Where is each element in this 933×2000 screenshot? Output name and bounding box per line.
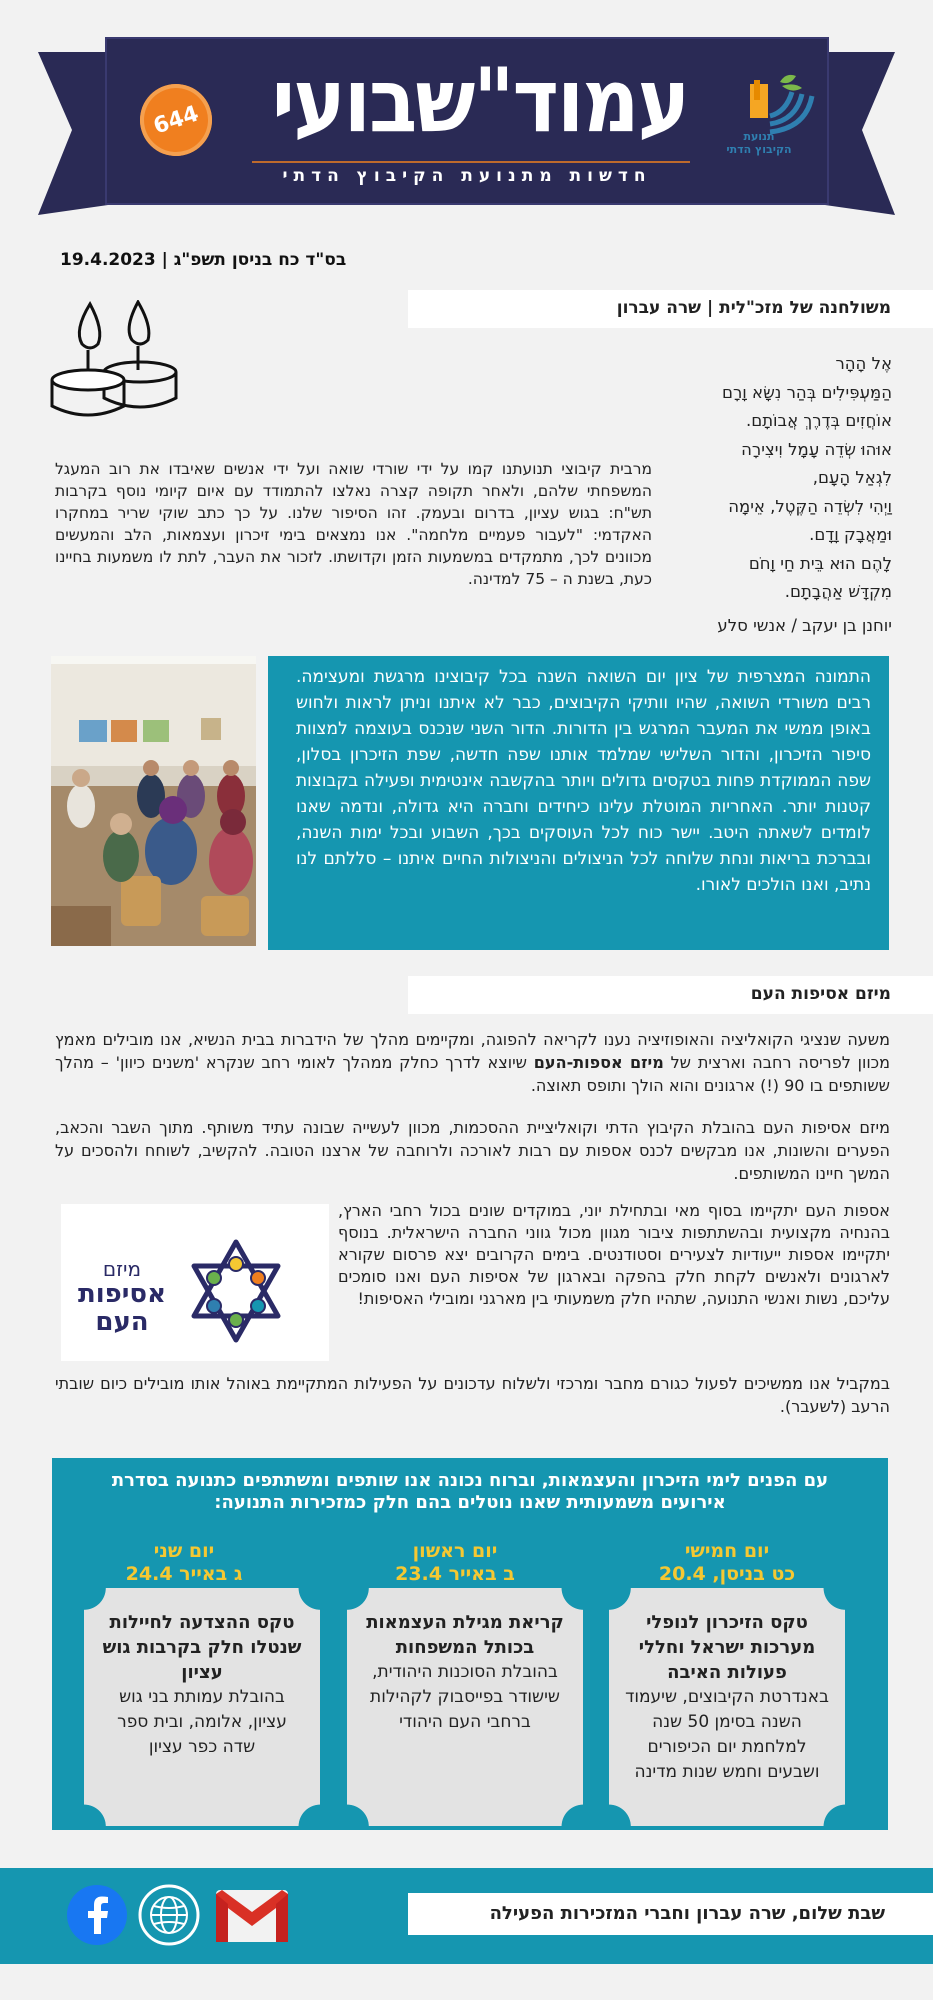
section-heading: משולחנה של מזכ"לית | שרה עברון — [616, 298, 891, 318]
globe-icon[interactable] — [138, 1884, 200, 1946]
gmail-icon[interactable] — [212, 1884, 292, 1946]
footer-signoff-bar — [408, 1893, 933, 1935]
issue-number-badge: 644 — [131, 75, 222, 166]
section-heading: מיזם אסיפות העם — [750, 984, 891, 1004]
assemblies-paragraph: במקביל אנו ממשיכים לפעול כגורם מחבר ומרכזי ולשלוח עדכונים על הפעילות המתקיימת באוהל אותו מובילים כיום שובתי הרעב (לשעבר). — [55, 1374, 890, 1416]
assemblies-paragraph — [55, 1028, 890, 1097]
holocaust-day-gathering-photo — [51, 656, 256, 946]
events-title: עם הפנים לימי הזיכרון והעצמאות, וברוח נכונה אנו שותפים ומשתתפים כתנועה בסדרת אירועים משמעותית שאנו נוטלים בהם חלק כמזכירות התנועה: — [111, 1470, 829, 1513]
logo-line: אסיפות — [77, 1279, 167, 1309]
event-day-name: יום חמישי — [684, 1540, 770, 1562]
para-text: משעה שנציגי הקואליציה והאופוזיציה נענו לקריאה להפוגה, ומקיימים מהלך של הידברות בבית הנשיא, אנו מובילים מאמץ מכוון לפריסה רחבה וארצית של — [55, 1030, 891, 1072]
assemblies-paragraph: אספות העם יתקיימו בסוף מאי ובתחילת יוני, במוקדים שונים בכול רחבי הארץ, בהנחיה מקצועית ובהשתתפות ציבור מגוון מכול גווני החברה הישראלית. בנוסף יתקיימו אספות ייעודיות לצעירים וסטודנטים. בימים הקרובים יצא פרסום שקורא לארגונים ולאנשים לקחת חלק בהפקה ובארגון של אסיפות העם ואנו סומכים עליכם, נשות ואנשי התנועה, שתהיו חלק משמעותי בין מארגני ומובילי האסיפות! — [338, 1201, 890, 1308]
project-name: מיזם אספות-העם — [533, 1053, 664, 1072]
peoples-assemblies-logo-text — [72, 1258, 172, 1336]
event-body: בהובלת עמותת בני גוש עציון, אלומה, ובית ספר שדה כפר עציון — [117, 1687, 287, 1757]
assemblies-paragraph: מיזם אסיפות העם בהובלת הקיבוץ הדתי וקואליציית ההסכמות, מכוון לעשייה שבונה עתיד משותף. מתוך השבר והכאב, הפערים והשונות, אנו מבקשים לכנס אספות עם רבות לאורכה ולרוחבה של ארצנו הטובה. להקשיב, לשוחח ולהסכים על המשך חיינו המשותפים. — [55, 1118, 890, 1183]
event-body: בהובלת הסוכנות היהודית, שישודר בפייסבוק לקהילות ברחבי העם היהודי — [370, 1662, 560, 1732]
poem-line: מִקְדָּשׁ אַהֲבָתָם. — [784, 582, 892, 601]
event-day — [84, 1540, 284, 1586]
logo-line: העם — [95, 1307, 149, 1337]
event-date: ג באייר 24.4 — [125, 1563, 243, 1585]
para-text: שיוצא לדרך כחלק ממהלך לאומי רחב שנקרא 'משנים כיוון' – מהלך ששותפים בו 90 (!) ארגונים והוא הולך ותופס תאוצה. — [55, 1053, 890, 1095]
event-title: קריאת מגילת העצמאות בכותל המשפחות — [366, 1612, 564, 1658]
poem-line: אֶל הָהָר — [835, 354, 892, 373]
event-day-name: יום ראשון — [412, 1540, 498, 1562]
memorial-candles-icon — [50, 300, 180, 425]
masthead-title: עמוד"שבועי — [271, 49, 689, 152]
star-of-david-icon — [186, 1236, 286, 1346]
event-day-name: יום שני — [153, 1540, 215, 1562]
footer-signoff: שבת שלום, שרה עברון וחברי המזכירות הפעילה — [489, 1903, 885, 1924]
poem-line: לִגְאַל הָעָם, — [812, 468, 892, 487]
event-card-text — [362, 1610, 568, 1735]
facebook-icon[interactable] — [66, 1884, 128, 1946]
event-title: טקס ההצדעה לחיילות שנטלו חלק בקרבות גוש עציון — [102, 1612, 302, 1683]
poem-line: וּמַאֲבָק וָדָם. — [809, 525, 892, 544]
kibbutz-movement-logo — [740, 72, 820, 134]
event-date: כט בניסן, 20.4 — [658, 1563, 796, 1585]
masthead-subtitle: חדשות מתנועת הקיבוץ הדתי — [282, 166, 652, 186]
callout-text: התמונה המצרפית של ציון יום השואה השנה בכל קיבוצינו מרגשת ומעצימה. רבים משורדי השואה, שהיו וותיקי הקיבוצים, כבר לא איתנו וניתן לראות ולחוש באופן ממשי את המעבר המרגש בין הדורות. הדור השני שנכנס בעוצמה למצוות סיפור הזיכרון, והדור השלישי שמלמד אותנו שפה חדשה, שפת הזיכרון בסלון, שפה הממוקדת פחות בטקסים גדולים ויותר בהקשבה אינטימית ופעילה בקבוצות קטנות יותר. האחריות המוטלת עלינו כיחידים וחברה היא גדולה, ונדמה שאנו לומדים לשאתה היטב. יישר כוח לכל העוסקים בכך, השבוע ובכל ימות השנה, ובברכת בריאות ונחת שלוחה לכל הניצולים והניצולות החיים איתנו – סללתם לנו נתיב, ואנו הולכים לאורו. — [296, 667, 871, 895]
section-heading-bar — [408, 290, 933, 328]
kibbutz-logo-text: תנועת הקיבוץ הדתי — [726, 130, 792, 156]
intro-paragraph: מרבית קיבוצי תנועתנו קמו על ידי שורדי שואה ועל ידי אנשים שאיבדו את רוב המעגל המשפחתי שלהם, ולאחר תקופה קצרה נאלצו להתמודד עם איום קיומי נוסף בקרבות תש"ח: בגוש עציון, בדרום ובעמק. זהו הסיפור שלנו. על כך כתב שוקי שריר במחקרו האקדמי: "לעבור פעמיים מלחמה". אנו נמצאים בימי זיכרון ועצמאות, הלב והמעשים מכוונים לכך, מתמקדים במשמעות הזמן וקדושתו. לזכור את העבר, לתת לו משמעות בחיינו כעת, בשנת ה – 75 למדינה. — [55, 460, 652, 588]
issue-date: בס"ד כח בניסן תשפ"ג | 19.4.2023 — [60, 250, 347, 270]
poem-author: יוחנן בן יעקב / אנשי סלע — [717, 616, 892, 635]
poem-line: הַמַּעְפִּילִים בְּהַר נִשָּׂא וָרָם — [722, 382, 892, 402]
section-heading-bar — [408, 976, 933, 1014]
poem-line: אוּהוּ שְׂדֵה עָמָל וִיצִירָה — [741, 439, 892, 459]
logo-line: מיזם — [102, 1257, 142, 1281]
event-body: באנדרטת הקיבוצים, שיעמוד השנה בסימן 50 שנה למלחמת יום הכיפורים ושבעים וחמש שנות מדינה — [625, 1687, 829, 1782]
event-card-text — [99, 1610, 305, 1760]
poem-line: לָהֶם הוּא בֵּית חַי וָחֹם — [748, 553, 892, 573]
event-day — [627, 1540, 827, 1586]
event-day — [355, 1540, 555, 1586]
event-card-text — [624, 1610, 830, 1785]
poem-line: וַיְהִי לִשְׂדֵה הַקֶּטֶל, אֵימָה — [728, 496, 892, 516]
event-title: טקס הזיכרון לנופלי מערכות ישראל וחללי פעולות האיבה — [638, 1612, 816, 1683]
event-date: ב באייר 23.4 — [395, 1563, 515, 1585]
poem-line: אוֹחֲזִים בְּדֶרֶךְ אֲבוֹתָם. — [746, 411, 892, 430]
